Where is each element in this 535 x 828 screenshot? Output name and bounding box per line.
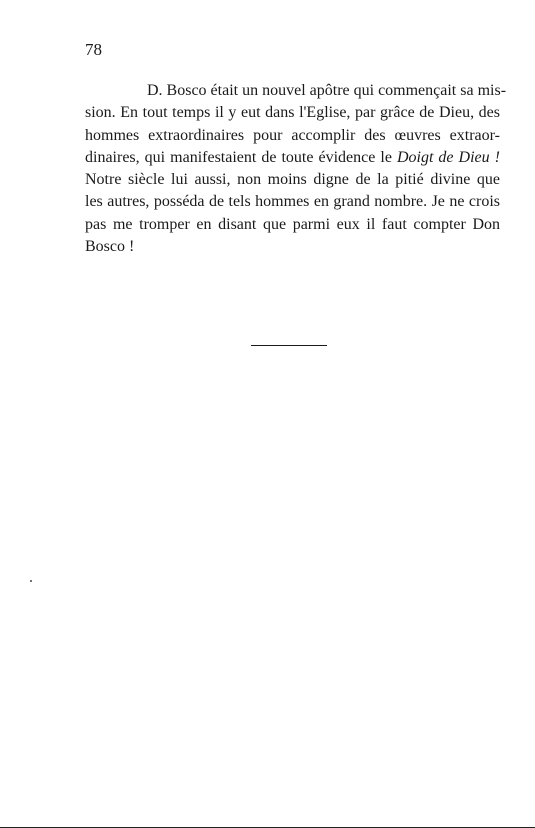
page-number: 78 [85,40,102,59]
text-line: D. Bosco était un nouvel apôtre qui commençait sa mis- [147,82,507,99]
text-line: Bosco ! [85,238,135,256]
body-paragraph [85,80,507,258]
section-separator-rule [251,345,327,346]
text-line: hommes extraordinaires pour accomplir des œuvres extraor- [85,126,500,144]
text-segment: dinaires, qui manifestaient de toute évidence le [85,148,392,166]
text-line: sion. En tout temps il y eut dans l'Eglise, par grâce de Dieu, des [85,104,500,122]
italic-phrase: Doigt de Dieu ! [396,148,500,166]
text-line [85,147,500,169]
text-line: Notre siècle lui aussi, non moins digne de la pitié divine que [85,171,500,189]
text-line: les autres, posséda de tels hommes en grand nombre. Je ne crois [85,193,500,211]
scan-speck [30,580,32,582]
text-line: pas me tromper en disant que parmi eux il faut compter Don [85,215,500,233]
